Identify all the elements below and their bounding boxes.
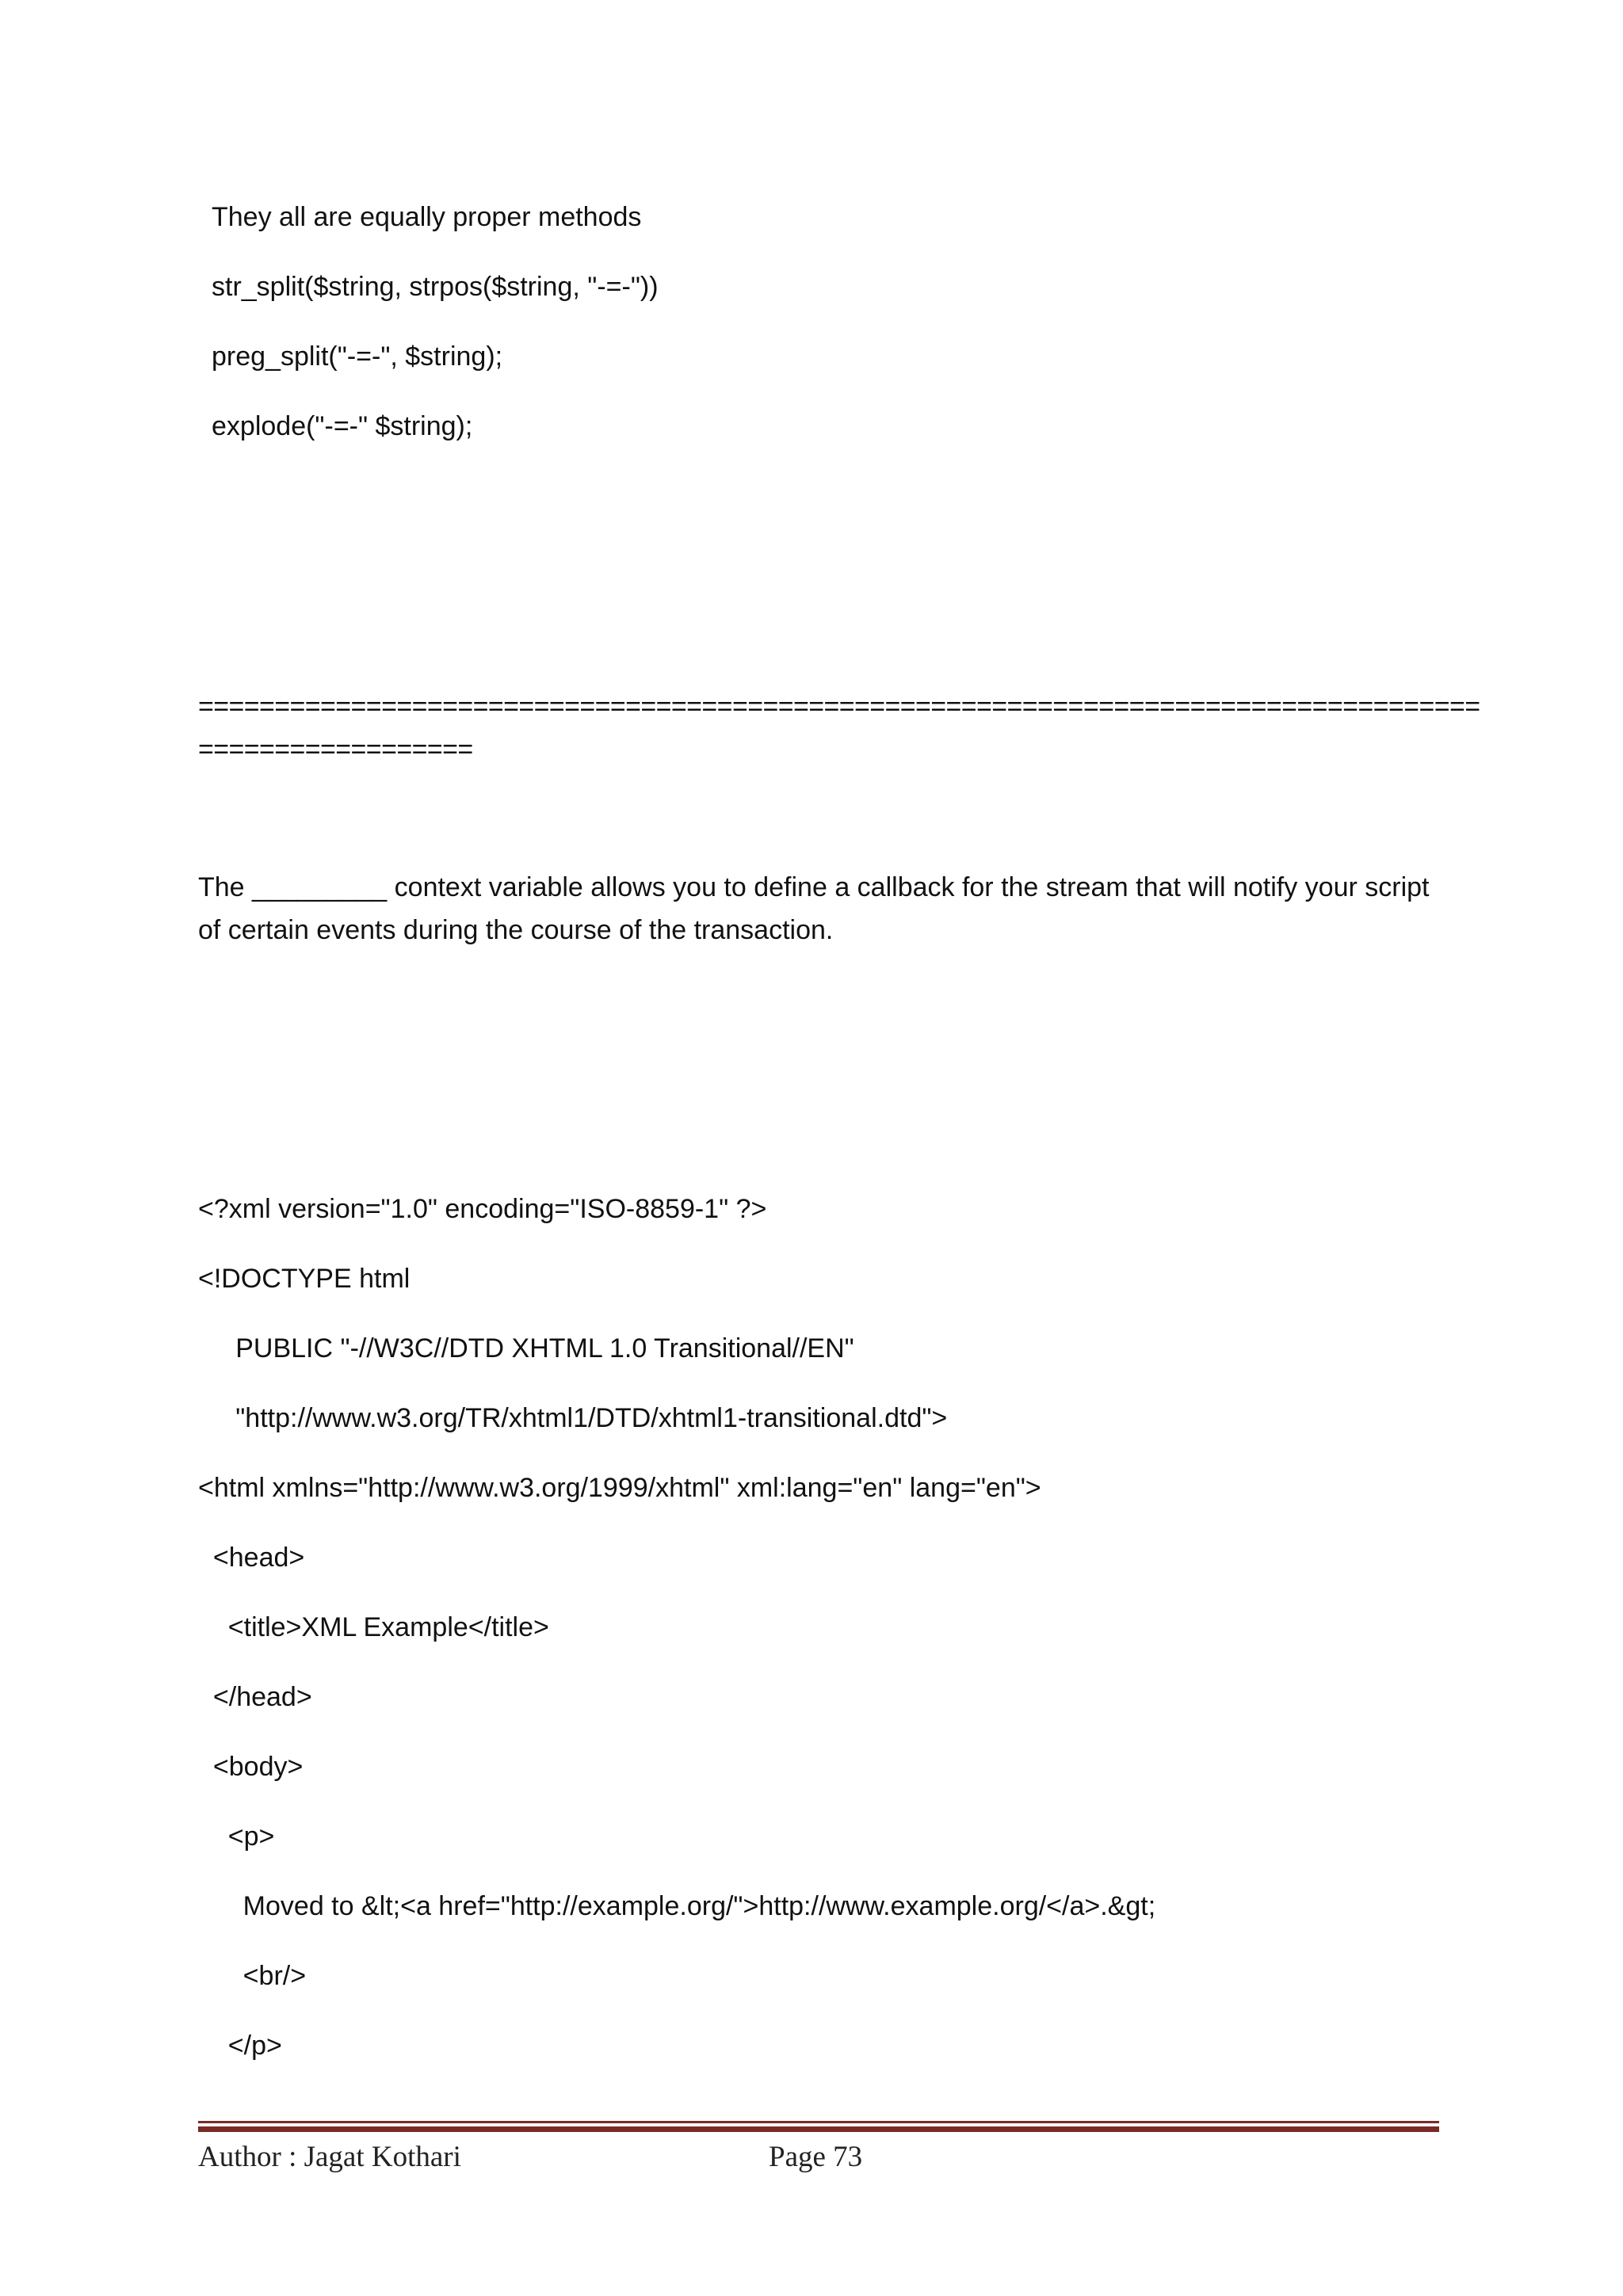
code-line: <p> xyxy=(198,1821,275,1852)
code-line: <head> xyxy=(198,1543,305,1573)
code-line: "http://www.w3.org/TR/xhtml1/DTD/xhtml1-transitional.dtd"> xyxy=(198,1403,948,1433)
code-line: <!DOCTYPE html xyxy=(198,1264,411,1294)
answer-option-2: str_split($string, strpos($string, "-=-")) xyxy=(212,272,659,302)
code-line: <html xmlns="http://www.w3.org/1999/xhtml" xml:lang="en" lang="en"> xyxy=(198,1473,1041,1503)
question-text: The _________ context variable allows you to define a callback for the stream that will notify your script of certain events during the course of the transaction. xyxy=(198,872,1430,945)
separator-line: ==================================================================================== xyxy=(198,692,1480,722)
answer-option-3: preg_split("-=-", $string); xyxy=(212,341,503,372)
code-line: </p> xyxy=(198,2031,282,2061)
footer-divider-thick xyxy=(198,2126,1439,2132)
code-line: <?xml version="1.0" encoding="ISO-8859-1" ?> xyxy=(198,1194,767,1224)
footer-author: Author : Jagat Kothari xyxy=(198,2141,461,2173)
answer-option-1: They all are equally proper methods xyxy=(212,202,642,232)
answer-option-4: explode("-=-" $string); xyxy=(212,411,473,441)
code-line: <br/> xyxy=(198,1961,307,1991)
footer-page-number: Page 73 xyxy=(769,2141,863,2173)
separator-line-continued: ================== xyxy=(198,734,473,765)
code-line: <body> xyxy=(198,1752,304,1782)
footer-divider-thin xyxy=(198,2121,1439,2123)
code-line: Moved to &lt;<a href="http://example.org/">http://www.example.org/</a>.&gt; xyxy=(198,1891,1156,1921)
code-line: PUBLIC "-//W3C//DTD XHTML 1.0 Transitional//EN" xyxy=(198,1333,854,1363)
code-line: </head> xyxy=(198,1682,312,1712)
code-line: <title>XML Example</title> xyxy=(198,1612,549,1642)
